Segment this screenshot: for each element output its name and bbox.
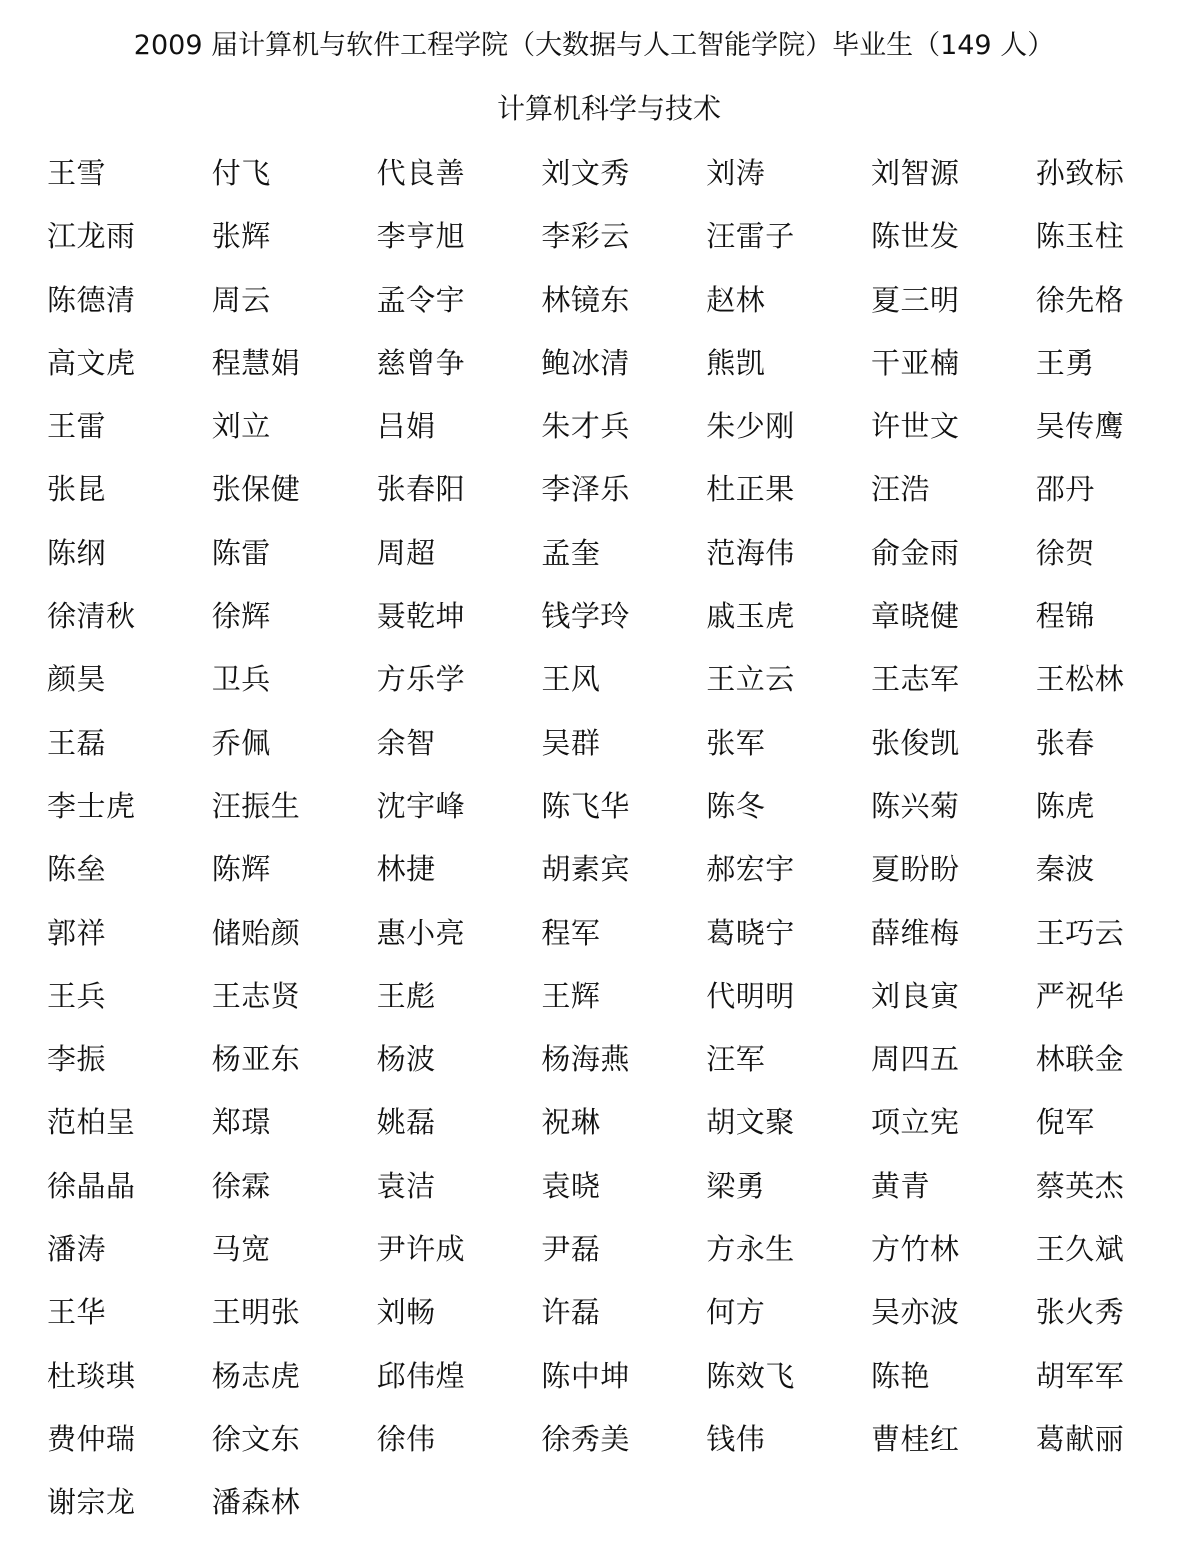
graduate-name: 王磊	[47, 725, 107, 760]
graduate-name: 王久斌	[1035, 1232, 1125, 1267]
graduate-name: 汪振生	[211, 788, 301, 823]
graduate-name: 孟奎	[541, 535, 601, 570]
graduate-name: 马宽	[211, 1232, 271, 1267]
graduate-name: 潘森林	[211, 1485, 301, 1520]
graduate-name: 袁晓	[541, 1168, 601, 1203]
graduate-name: 杨亚东	[211, 1042, 301, 1077]
graduate-name: 范海伟	[706, 535, 795, 570]
graduate-name: 王志贤	[211, 978, 301, 1013]
graduate-name: 徐文东	[211, 1421, 301, 1456]
graduate-name: 王松林	[1035, 662, 1125, 697]
graduate-name: 陈玉柱	[1035, 219, 1125, 254]
graduate-name: 潘涛	[47, 1232, 107, 1267]
graduate-name: 周超	[376, 535, 436, 570]
graduate-name: 钱伟	[706, 1421, 766, 1456]
graduate-name: 钱学玲	[541, 599, 630, 634]
graduate-name: 尹磊	[541, 1232, 601, 1267]
graduate-name: 朱才兵	[541, 409, 630, 444]
graduate-name: 颜昊	[47, 662, 107, 697]
graduate-name: 慈曾争	[376, 345, 466, 380]
graduate-name: 徐晶晶	[47, 1168, 136, 1203]
graduate-name: 吴传鹰	[1035, 409, 1125, 444]
graduate-name: 胡军军	[1035, 1358, 1125, 1393]
graduate-name: 刘文秀	[541, 156, 630, 190]
graduate-name: 祝琳	[541, 1105, 601, 1140]
name-list	[47, 148, 1187, 1541]
graduate-name: 陈兴菊	[870, 788, 960, 823]
graduate-name: 姚磊	[376, 1105, 436, 1140]
graduate-name: 袁洁	[376, 1168, 436, 1203]
graduate-name: 吕娟	[376, 409, 436, 444]
graduate-name: 李彩云	[541, 219, 630, 254]
graduate-name: 林捷	[376, 852, 436, 887]
graduate-name: 陈纲	[47, 535, 107, 570]
graduate-name: 张辉	[211, 219, 271, 254]
section-title: 计算机科学与技术	[496, 92, 721, 125]
graduate-name: 张春阳	[376, 472, 466, 507]
graduate-name: 吴亦波	[870, 1295, 960, 1330]
graduate-name: 沈宇峰	[376, 788, 466, 823]
graduate-name: 章晓健	[870, 599, 960, 634]
graduate-name: 程慧娟	[211, 345, 301, 380]
graduate-name: 陈飞华	[541, 788, 630, 823]
graduate-name: 程锦	[1035, 599, 1095, 634]
graduate-name: 周云	[211, 282, 271, 317]
graduate-name: 王勇	[1035, 345, 1095, 380]
graduate-name: 曹桂红	[870, 1421, 960, 1456]
graduate-name: 陈德清	[47, 282, 136, 317]
graduate-name: 张军	[706, 725, 766, 760]
graduate-name: 蔡英杰	[1035, 1168, 1125, 1203]
graduate-name: 范柏呈	[47, 1105, 136, 1140]
graduate-name: 许磊	[541, 1295, 601, 1330]
graduate-name: 何方	[706, 1295, 766, 1330]
graduate-name: 邵丹	[1035, 472, 1095, 507]
graduate-name: 王巧云	[1035, 915, 1125, 950]
graduate-name: 王兵	[47, 978, 107, 1013]
graduate-name: 王明张	[211, 1295, 301, 1330]
graduate-name: 陈世发	[870, 219, 960, 254]
graduate-name: 孙致标	[1035, 156, 1125, 190]
graduate-name: 干亚楠	[870, 345, 960, 380]
graduate-name: 徐伟	[376, 1421, 436, 1456]
graduate-name: 王志军	[870, 662, 960, 697]
graduate-name: 李泽乐	[541, 472, 630, 507]
graduate-name: 熊凯	[706, 345, 766, 380]
graduate-name: 鲍冰清	[541, 345, 630, 380]
graduate-name: 乔佩	[211, 725, 271, 760]
graduate-name: 倪军	[1035, 1105, 1095, 1140]
graduate-name: 郭祥	[47, 915, 107, 950]
graduate-name: 付飞	[211, 156, 271, 190]
graduate-name: 方乐学	[376, 662, 466, 697]
graduate-name: 张昆	[47, 472, 107, 507]
graduate-name: 黄青	[870, 1168, 930, 1203]
graduate-name: 徐秀美	[541, 1421, 630, 1456]
graduate-name: 夏三明	[870, 282, 960, 317]
graduate-name: 杨志虎	[211, 1358, 301, 1393]
graduate-name: 李士虎	[47, 788, 136, 823]
graduate-name: 徐贺	[1035, 535, 1095, 570]
graduate-name: 陈虎	[1035, 788, 1095, 823]
graduate-name: 陈辉	[211, 852, 271, 887]
graduate-name: 方永生	[706, 1232, 795, 1267]
graduate-name: 王风	[541, 662, 601, 697]
page-title: 2009 届计算机与软件工程学院（大数据与人工智能学院）毕业生（149 人）	[133, 30, 1055, 61]
graduate-name: 杜正果	[706, 472, 795, 507]
graduate-name: 刘良寅	[870, 978, 960, 1013]
graduate-name: 王彪	[376, 978, 436, 1013]
graduate-name: 刘智源	[870, 156, 960, 190]
graduate-name: 费仲瑞	[47, 1421, 136, 1456]
graduate-name: 赵林	[706, 282, 766, 317]
graduate-name: 朱少刚	[706, 409, 795, 444]
graduate-name: 王华	[47, 1295, 107, 1330]
graduate-name: 刘畅	[376, 1295, 436, 1330]
graduate-name: 陈艳	[870, 1358, 930, 1393]
graduate-name: 王辉	[541, 978, 601, 1013]
graduate-name: 汪雷子	[706, 219, 795, 254]
graduate-name: 王雷	[47, 409, 107, 444]
graduate-name: 卫兵	[211, 662, 271, 697]
graduate-name: 孟令宇	[376, 282, 466, 317]
graduate-name: 尹许成	[376, 1232, 466, 1267]
graduate-name: 梁勇	[706, 1168, 766, 1203]
graduate-name: 邱伟煌	[376, 1358, 466, 1393]
graduate-name: 江龙雨	[47, 219, 136, 254]
graduate-name: 王立云	[706, 662, 795, 697]
graduate-name: 林镜东	[541, 282, 630, 317]
graduate-name: 戚玉虎	[706, 599, 795, 634]
graduate-name: 杨海燕	[541, 1042, 630, 1077]
graduate-name: 方竹林	[870, 1232, 960, 1267]
graduate-name: 张火秀	[1035, 1295, 1125, 1330]
graduate-name: 惠小亮	[376, 915, 466, 950]
graduate-name: 吴群	[541, 725, 601, 760]
graduate-name: 徐清秋	[47, 599, 136, 634]
graduate-name: 葛献丽	[1035, 1421, 1125, 1456]
graduate-name: 李振	[47, 1042, 107, 1077]
graduate-name: 王雪	[47, 156, 107, 190]
graduate-name: 严祝华	[1035, 978, 1125, 1013]
graduate-name: 储贻颜	[211, 915, 301, 950]
graduate-name: 陈垒	[47, 852, 107, 887]
graduate-name: 郑璟	[211, 1105, 271, 1140]
graduate-name: 张俊凯	[870, 725, 960, 760]
graduate-name: 徐先格	[1035, 282, 1125, 317]
graduate-name: 汪军	[706, 1042, 766, 1077]
graduate-name: 余智	[376, 725, 436, 760]
graduate-name: 薛维梅	[870, 915, 960, 950]
graduate-name: 刘涛	[706, 156, 766, 190]
graduate-name: 葛晓宁	[706, 915, 795, 950]
graduate-name: 林联金	[1035, 1042, 1125, 1077]
graduate-name: 程军	[541, 915, 601, 950]
graduate-name: 夏盼盼	[870, 852, 960, 887]
graduate-name: 刘立	[211, 409, 271, 444]
graduate-name: 许世文	[870, 409, 960, 444]
graduate-name: 陈中坤	[541, 1358, 630, 1393]
graduate-name: 俞金雨	[870, 535, 960, 570]
graduate-name: 陈冬	[706, 788, 766, 823]
graduate-name: 代明明	[706, 978, 795, 1013]
graduate-name: 陈效飞	[706, 1358, 795, 1393]
graduate-name: 徐霖	[211, 1168, 271, 1203]
graduate-name: 张春	[1035, 725, 1095, 760]
graduate-name: 汪浩	[870, 472, 930, 507]
graduate-name: 代良善	[376, 156, 466, 190]
graduate-name: 秦波	[1035, 852, 1095, 887]
graduate-name: 李亨旭	[376, 219, 466, 254]
graduate-name: 陈雷	[211, 535, 271, 570]
graduate-name: 徐辉	[211, 599, 271, 634]
graduate-name: 胡素宾	[541, 852, 630, 887]
graduate-name: 高文虎	[47, 345, 136, 380]
graduate-name: 聂乾坤	[376, 599, 466, 634]
graduate-name: 项立宪	[870, 1105, 960, 1140]
graduate-name: 杜琰琪	[47, 1358, 136, 1393]
graduate-name: 郝宏宇	[706, 852, 795, 887]
graduate-name: 周四五	[870, 1042, 960, 1077]
graduate-name: 胡文聚	[706, 1105, 795, 1140]
graduate-name: 张保健	[211, 472, 301, 507]
graduate-name: 谢宗龙	[47, 1485, 136, 1520]
graduate-name: 杨波	[376, 1042, 436, 1077]
